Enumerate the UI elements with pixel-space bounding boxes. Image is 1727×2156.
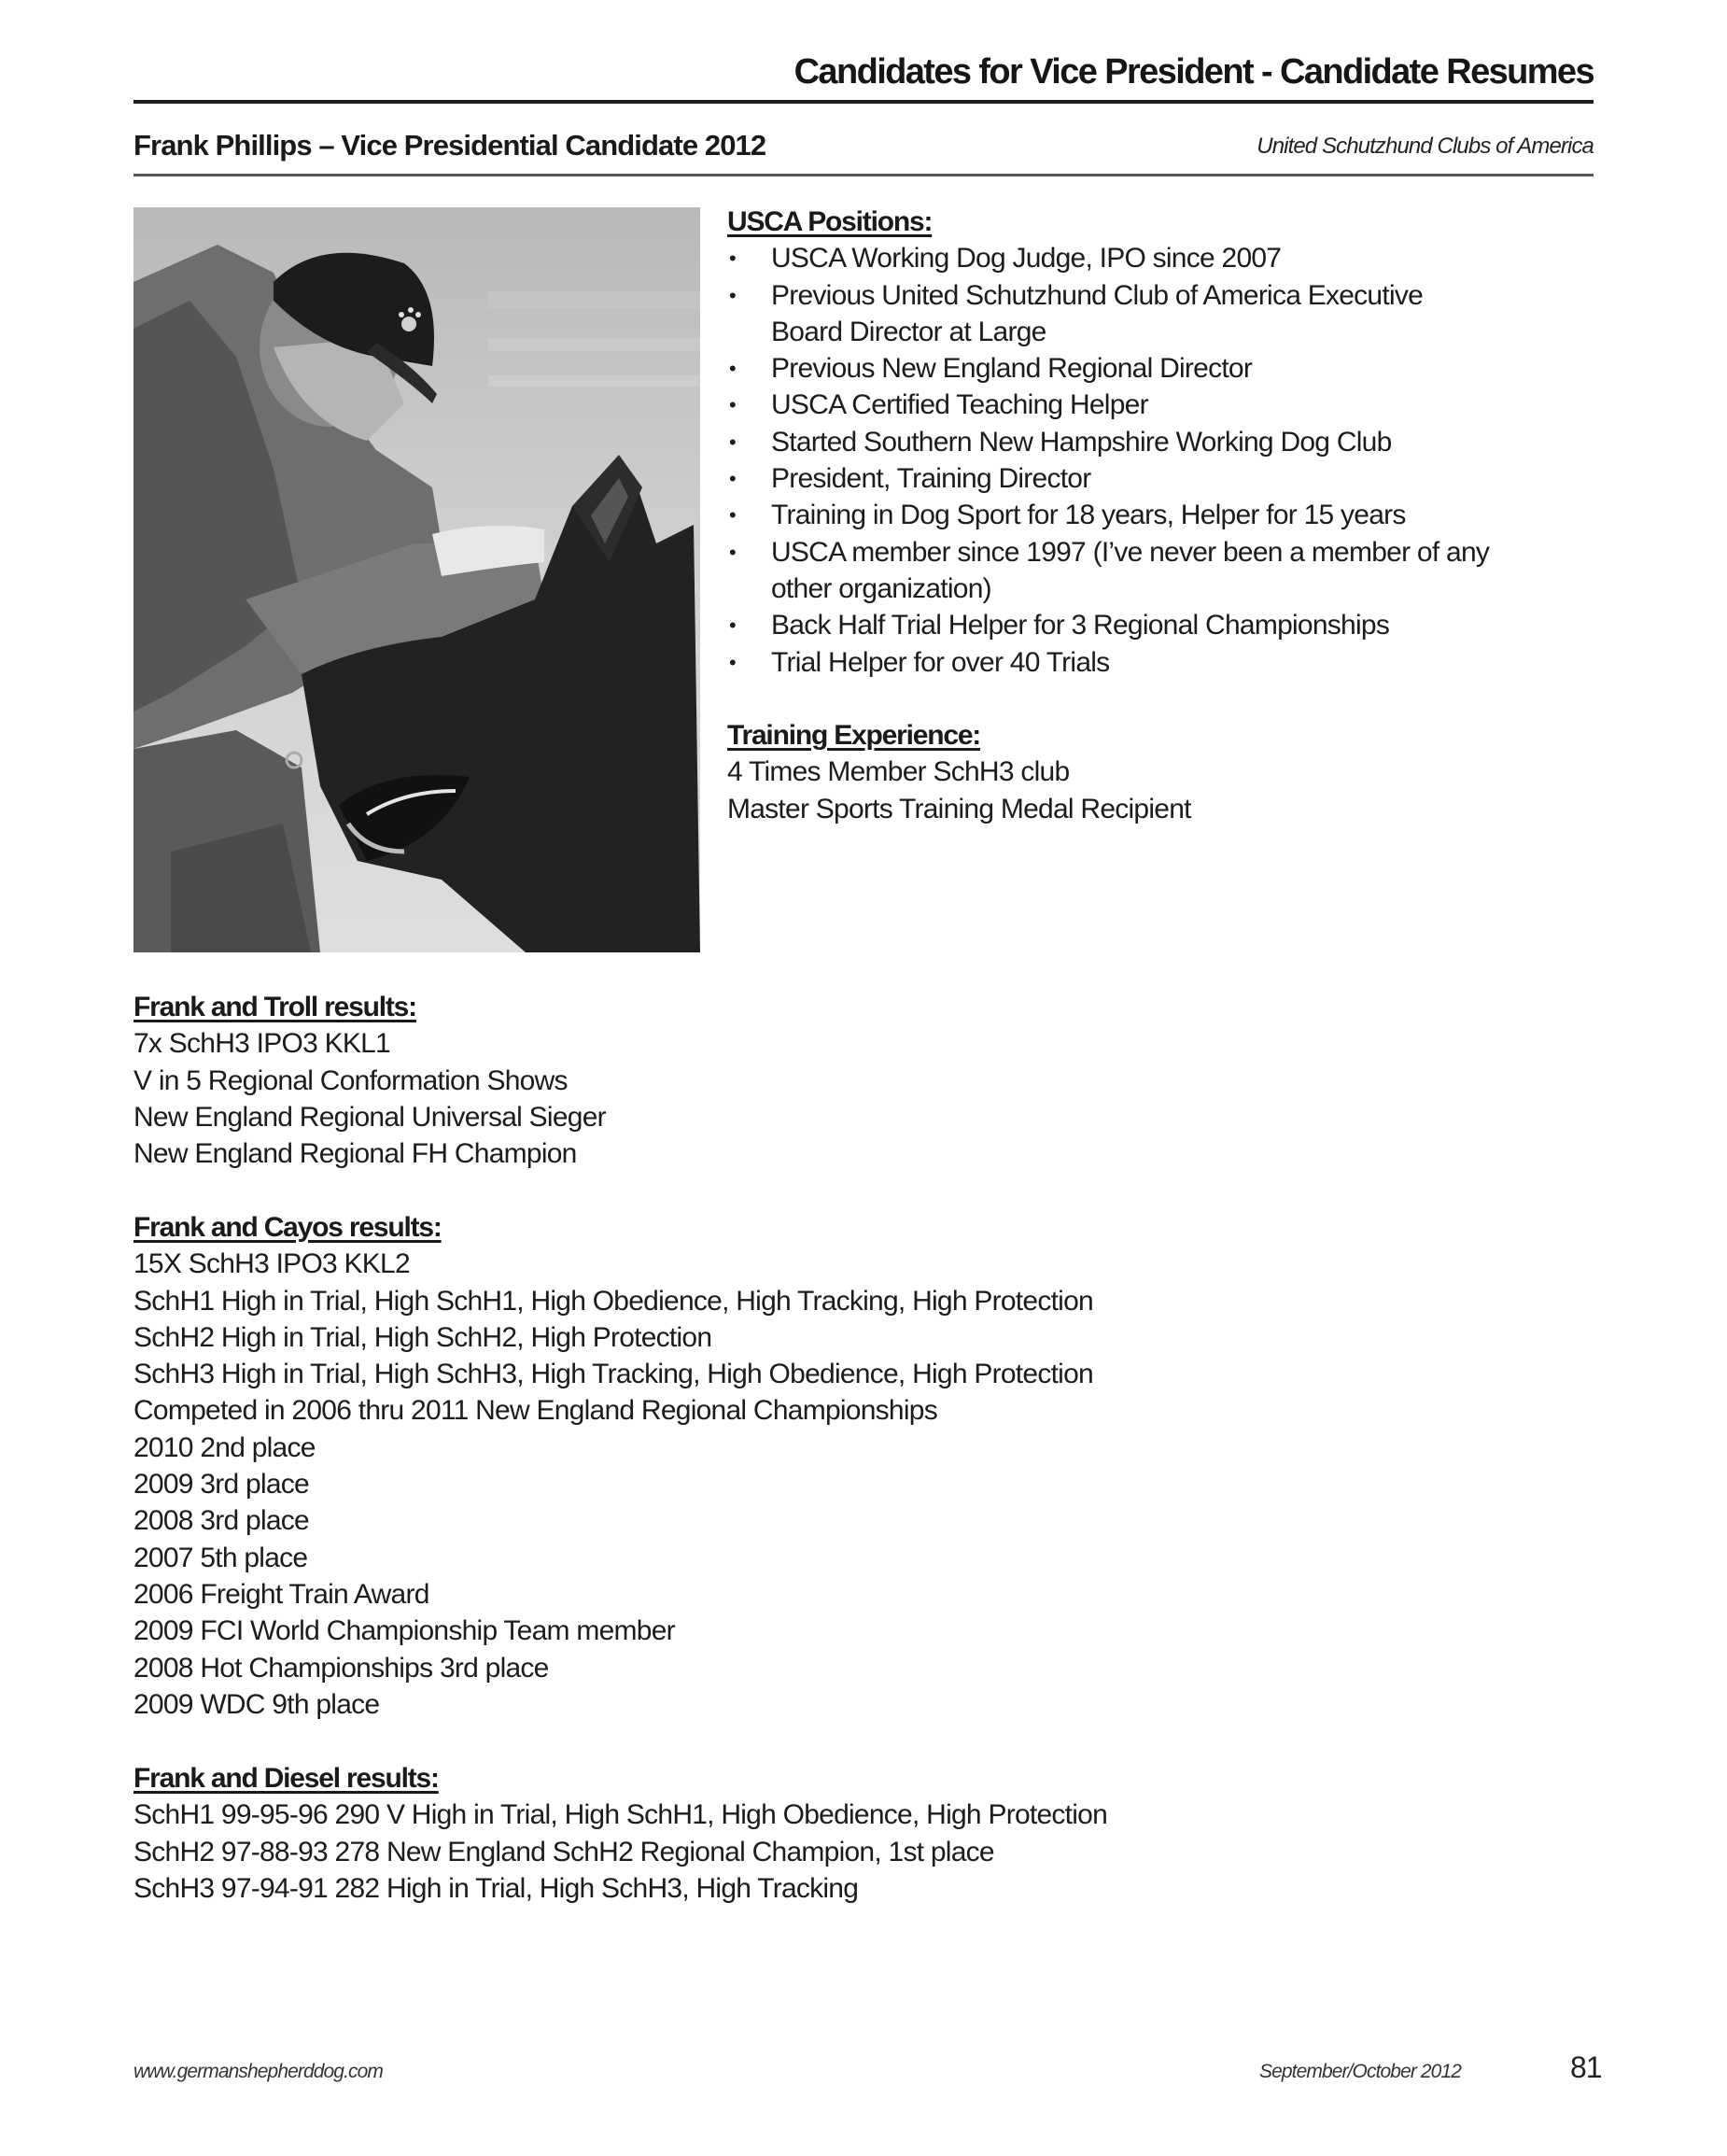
result-line: 2008 3rd place	[133, 1505, 309, 1537]
result-line: 2006 Freight Train Award	[133, 1578, 429, 1610]
result-line: New England Regional Universal Sieger	[133, 1101, 606, 1133]
candidate-title: Frank Phillips – Vice Presidential Candidate 2012	[133, 129, 766, 162]
cayos-results-heading: Frank and Cayos results:	[133, 1212, 442, 1243]
result-line: 2009 WDC 9th place	[133, 1688, 380, 1720]
list-item: • Previous New England Regional Director	[727, 350, 1594, 387]
bullet-icon: •	[729, 467, 736, 491]
list-item: • Started Southern New Hampshire Working Dog Club	[727, 424, 1594, 460]
cayos-results-section	[133, 1209, 1594, 1723]
list-item: • USCA Working Dog Judge, IPO since 2007	[727, 240, 1594, 276]
result-line: 2009 3rd place	[133, 1469, 309, 1501]
result-line: 7x SchH3 IPO3 KKL1	[133, 1028, 390, 1060]
bullet-icon: •	[729, 503, 736, 528]
list-item: • Previous United Schutzhund Club of America Executive Board Director at Large	[727, 277, 1594, 351]
diesel-results-heading: Frank and Diesel results:	[133, 1763, 439, 1794]
troll-results-section	[133, 989, 1594, 1172]
list-item: • USCA Certified Teaching Helper	[727, 387, 1594, 423]
result-line: 15X SchH3 IPO3 KKL2	[133, 1248, 410, 1280]
result-line: 2007 5th place	[133, 1542, 308, 1573]
training-experience-line: Master Sports Training Medal Recipient	[727, 793, 1191, 824]
result-line: 2010 2nd place	[133, 1431, 316, 1463]
header-rule	[133, 100, 1594, 104]
footer-issue: September/October 2012	[1259, 2061, 1462, 2082]
section-title: Candidates for Vice President - Candidate Resumes	[793, 52, 1594, 92]
result-line: SchH3 97-94-91 282 High in Trial, High SchH3, High Tracking	[133, 1872, 859, 1904]
candidate-photo	[133, 207, 700, 952]
bullet-icon: •	[729, 650, 736, 674]
bullet-icon: •	[729, 430, 736, 454]
result-line: Competed in 2006 thru 2011 New England Regional Championships	[133, 1395, 937, 1427]
bullet-icon: •	[729, 283, 736, 307]
bullet-icon: •	[729, 540, 736, 564]
training-experience-line: 4 Times Member SchH3 club	[727, 756, 1070, 788]
result-line: SchH2 High in Trial, High SchH2, High Protection	[133, 1321, 712, 1353]
photo-man-with-dog-icon	[133, 207, 700, 952]
result-line: 2008 Hot Championships 3rd place	[133, 1652, 549, 1684]
training-experience-heading: Training Experience:	[727, 720, 981, 752]
organization-name: United Schutzhund Clubs of America	[1257, 134, 1594, 159]
result-line: V in 5 Regional Conformation Shows	[133, 1064, 568, 1096]
result-line: SchH3 High in Trial, High SchH3, High Tracking, High Obedience, High Protection	[133, 1359, 1093, 1390]
result-line: SchH1 High in Trial, High SchH1, High Obedience, High Tracking, High Protection	[133, 1285, 1093, 1317]
list-item: • President, Training Director	[727, 460, 1594, 497]
diesel-results-section	[133, 1760, 1594, 1907]
list-item: • USCA member since 1997 (I’ve never been a member of any other organization)	[727, 534, 1594, 608]
result-line: 2009 FCI World Championship Team member	[133, 1615, 675, 1647]
troll-results-heading: Frank and Troll results:	[133, 992, 416, 1022]
footer-website: www.germanshepherddog.com	[133, 2061, 383, 2082]
usca-positions-list	[727, 240, 1594, 681]
right-column	[727, 204, 1594, 827]
result-line: SchH1 99-95-96 290 V High in Trial, High SchH1, High Obedience, High Protection	[133, 1799, 1108, 1831]
bullet-icon: •	[729, 247, 736, 271]
result-line: SchH2 97-88-93 278 New England SchH2 Regional Champion, 1st place	[133, 1836, 994, 1867]
result-line: New England Regional FH Champion	[133, 1138, 577, 1170]
bullet-icon: •	[729, 357, 736, 381]
page-number: 81	[1570, 2050, 1602, 2084]
list-item: • Back Half Trial Helper for 3 Regional Championships	[727, 607, 1594, 643]
subheader-rule	[133, 174, 1594, 176]
list-item: • Trial Helper for over 40 Trials	[727, 644, 1594, 681]
usca-positions-heading: USCA Positions:	[727, 206, 933, 237]
list-item: • Training in Dog Sport for 18 years, Helper for 15 years	[727, 497, 1594, 533]
bullet-icon: •	[729, 393, 736, 417]
bullet-icon: •	[729, 613, 736, 638]
